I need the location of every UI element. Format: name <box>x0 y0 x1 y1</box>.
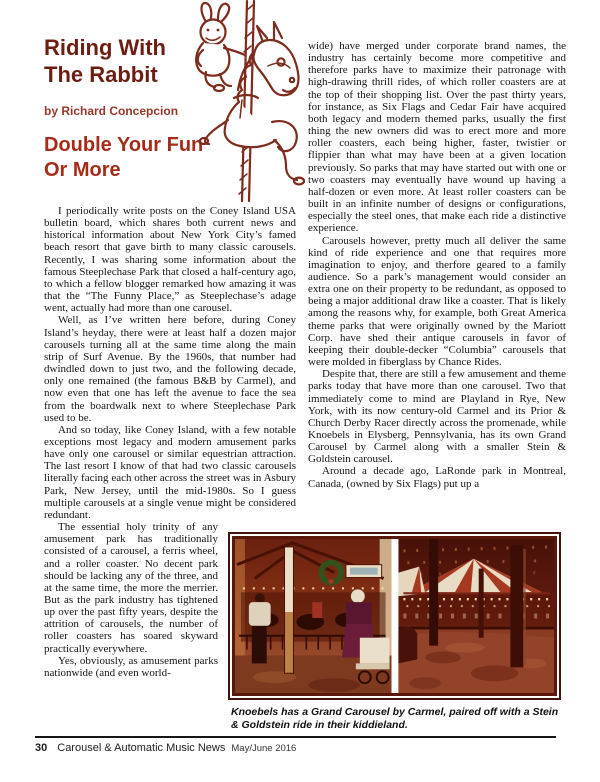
paragraph: And so today, like Coney Island, with a few notable exceptions most legacy and modern amusement parks have only one carousel or similar equestrian attraction. The last resort I know of that had two classic carousels literally facing each other across the street was in Asbury Park, New Jersey, until the mid-1980s. So I guess multiple carousels at a single venue might be considered redundant. <box>44 423 296 521</box>
publication-name: Carousel & Automatic Music News <box>57 742 226 754</box>
carousel-photos <box>235 539 554 693</box>
footer <box>35 742 296 754</box>
paragraph: Well, as I’ve written here before, during Coney Island’s heyday, there were at least half a dozen major carousels turning all at the same time along the main strip of Surf Avenue. By the 1960s, that number had dwindled down to just two, and the following decade, only one remained (the famous B&B by Carmel), and now even that one has left the avenue to face the sea from the boardwalk next to where Steeplechase Park used to be. <box>44 314 296 424</box>
photo-frame <box>228 532 561 700</box>
paragraph: The essential holy trinity of any amusement park has traditionally consisted of a carousel, a ferris wheel, and a roller coaster. No decent park should be lacking any of the three, and at the same time, the more the merrier. But as the park industry has tightened up over the past fifty years, despite the attrition of carousels, the number of roller coasters has soared skyward practically everywhere. <box>44 521 218 655</box>
footer-rule <box>35 736 556 738</box>
article-title-line1: Riding With <box>44 35 166 60</box>
article-subhead-line2: Or More <box>44 159 121 181</box>
photo-caption: Knoebels has a Grand Carousel by Carmel, paired off with a Stein & Goldstein ride in their kiddieland. <box>231 706 559 731</box>
rabbit-horse-line-art-icon <box>150 0 308 202</box>
byline: by Richard Concepcion <box>44 104 179 118</box>
paragraph: wide) have merged under corporate brand names, the industry has certainly become more competitive and therefore parks have to maximize their patronage with high-drawing thrill rides, of which roller coasters are at the top of their shopping list. Over the past thirty years, for instance, as Six Flags and Cedar Fair have acquired both legacy and modern themed parks, usually the first thing the new owners did was to erect more and more roller coasters, each being higher, faster, twistier or flippier than what may have been at a given location previously. So parks that may have started out with one or two coasters may eventually have wound up having a half-dozen or even more. At least roller coasters can be built in an infinite number of designs or configurations, especially the steel ones, that make each ride a distinctive experience. <box>308 40 566 235</box>
page-number: 30 <box>35 742 48 754</box>
rabbit-carousel-illustration <box>150 0 308 202</box>
paragraph: I periodically write posts on the Coney Island USA bulletin board, which shares both current news and historical information about New York City’s famed beach resort that gave birth to many classic carousels. Recently, I was sharing some information about the famous Steeplechase Park that closed a half-century ago, to which a fellow blogger remarked how amazing it was that the “The Funny Place,” as Steeplechase’s adage went, actually had more than one carousel. <box>44 205 296 315</box>
article-subhead-line1: Double Your Fun <box>44 134 204 156</box>
photo-left-grand-carousel <box>235 539 392 693</box>
paragraph: Around a decade ago, LaRonde park in Montreal, Canada, (owned by Six Flags) put up a <box>308 465 566 490</box>
paragraph: Despite that, there are still a few amusement and theme parks today that have more than one carousel. Two that immediately come to mind are Playland in Rye, New York, with its now century-old Carmel and its Prior & Church Derby Racer directly across the promenade, while Knoebels in Elysberg, Pennsylvania, has its own Grand Carousel by Carmel along with a smaller Stein & Goldstein carousel. <box>308 368 566 466</box>
photo-right-kiddieland-carousel <box>398 539 554 693</box>
paragraph: Carousels however, pretty much all deliver the same kind of ride experience and one that requires more imagination to enjoy, and therfore geared to a family audience. So a park’s management would consider an extra one on their property to be redundant, as opposed to being a major additional draw like a coaster. That is likely among the reasons why, for example, both Great America theme parks that were originally owned by the Mariott Corp. have shed their antique carousels in favor of keeping their double-decker “Columbia” carousels that were molded in fiberglass by Chance Rides. <box>308 234 566 369</box>
body-right-column <box>308 40 566 532</box>
paragraph: Yes, obviously, as amusement parks nationwide (and even world- <box>44 654 218 679</box>
photo-frame-inner <box>232 536 557 696</box>
issue-date: May/June 2016 <box>231 743 297 754</box>
article-title-line2: The Rabbit <box>44 62 158 87</box>
